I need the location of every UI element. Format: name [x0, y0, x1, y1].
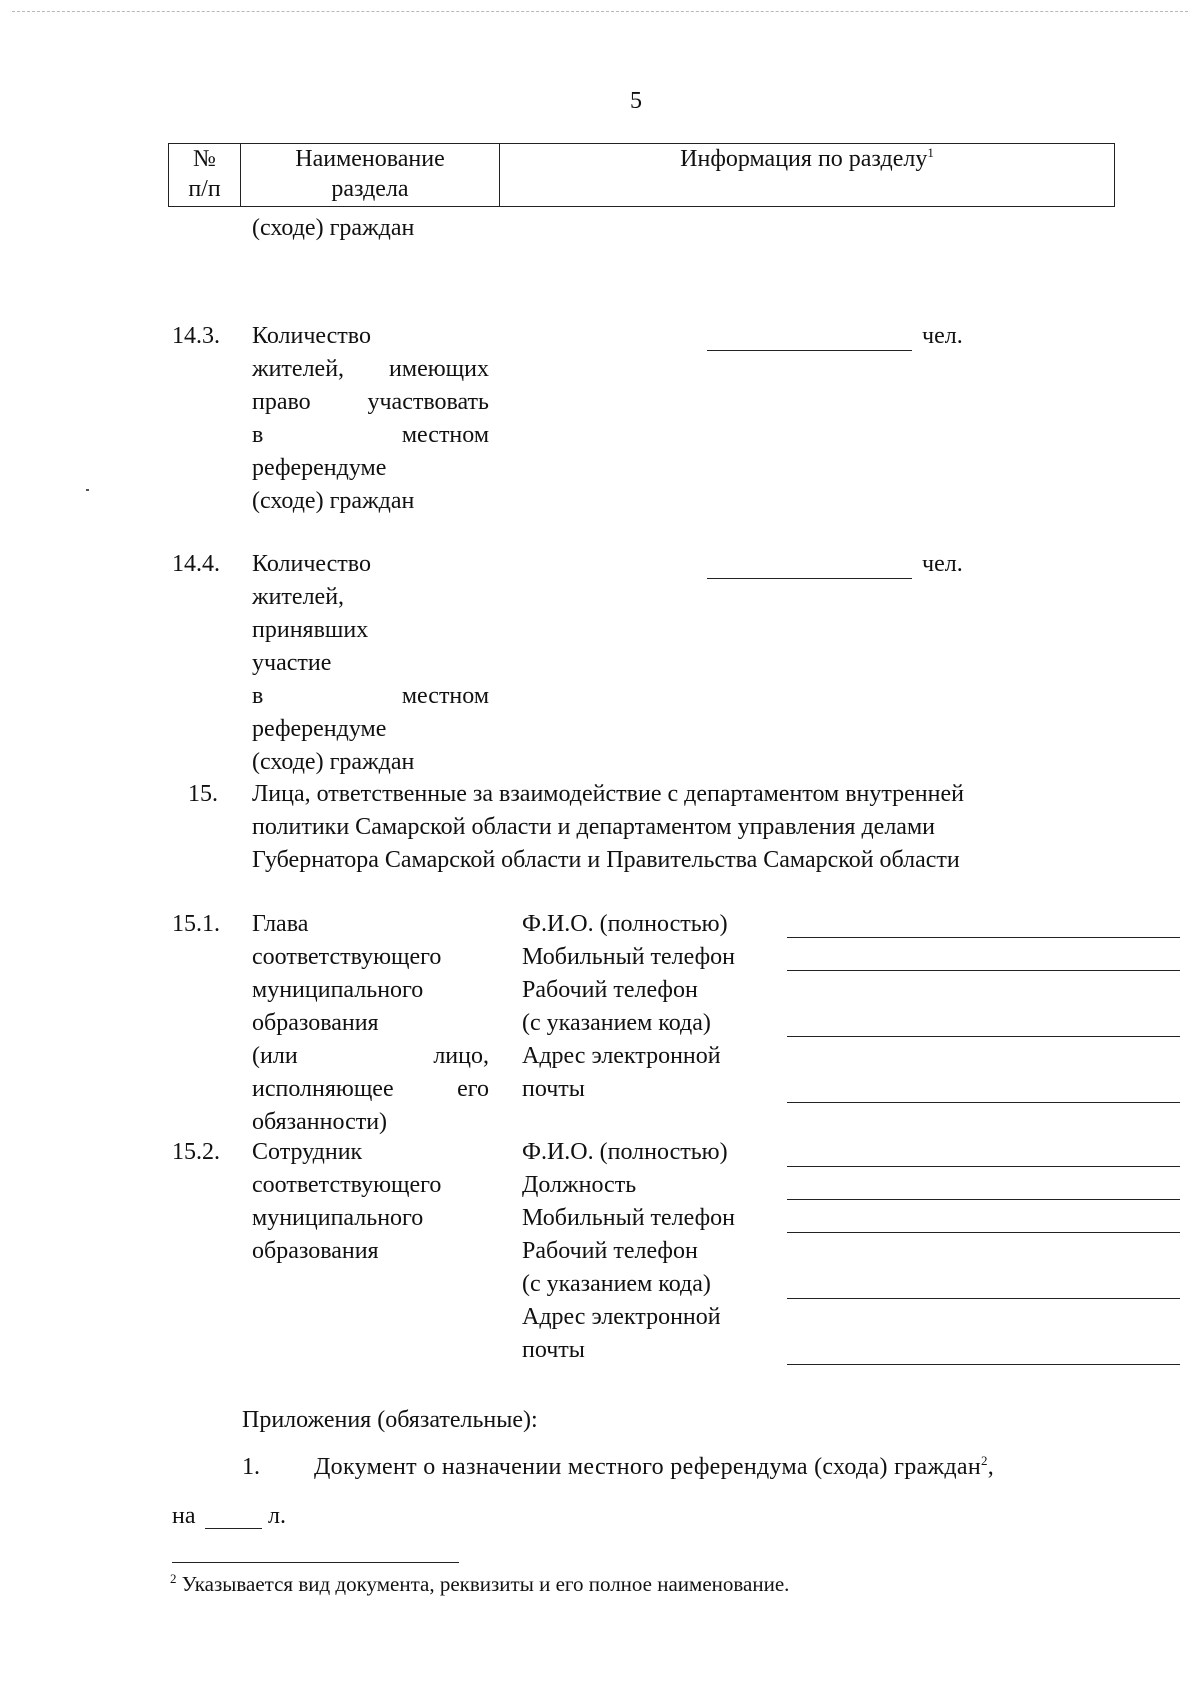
item-14-3-label: Количество жителей, имеющих право участвовать в местном референдуме (сходе) граждан — [252, 323, 489, 514]
footnote: $^2$ Указывается вид документа, реквизиты и его полное наименование. — [170, 1571, 790, 1596]
item-15-1-label: Глава соответствующего муниципального образования (или лицо, исполняющее его обязанности) — [252, 911, 489, 1135]
item-14-3-number: 14.3. — [172, 323, 220, 349]
residents-eligible-field[interactable] — [707, 350, 912, 351]
attachment-1-text: Документ о назначении местного референдума (схода) граждан$^2$, — [314, 1453, 995, 1480]
employee-email-field[interactable] — [787, 1364, 1180, 1365]
employee-position-field[interactable] — [787, 1199, 1180, 1200]
residents-participated-field[interactable] — [707, 578, 912, 579]
table-header — [168, 143, 1115, 207]
item-14-4-unit: чел. — [922, 551, 963, 577]
header-cell-number: № п/п — [169, 144, 241, 207]
head-work-phone-field[interactable] — [787, 1036, 1180, 1037]
attachment-pages-suffix: л. — [268, 1503, 286, 1529]
item-15-1-number: 15.1. — [172, 911, 220, 937]
footnote-ref-1: 1 — [927, 145, 934, 160]
item-15-1-fields: Ф.И.О. (полностью) Мобильный телефон Рабочий телефон (с указанием кода) Адрес электронной почты — [522, 911, 735, 1102]
employee-work-phone-field[interactable] — [787, 1298, 1180, 1299]
attachment-1-number: 1. — [242, 1454, 260, 1480]
employee-fullname-field[interactable] — [787, 1166, 1180, 1167]
attachment-pages-field[interactable] — [205, 1528, 262, 1529]
header-cell-section-info: Информация по разделу$^1$ — [500, 144, 1115, 207]
page-number: 5 — [630, 88, 642, 114]
continuation-text: (сходе) граждан — [252, 215, 415, 241]
footnote-mark: 2 — [170, 1571, 177, 1586]
item-15-number: 15. — [188, 781, 218, 807]
item-15-2-fields: Ф.И.О. (полностью) Должность Мобильный телефон Рабочий телефон (с указанием кода) Адрес электронной почты — [522, 1139, 735, 1363]
employee-mobile-phone-field[interactable] — [787, 1232, 1180, 1233]
attachments-heading: Приложения (обязательные): — [242, 1407, 538, 1433]
item-15-text: Лица, ответственные за взаимодействие с департаментом внутренней политики Самарской области и департаментом управления делами Губернатора Самарской области и Правительства Самарской области — [252, 781, 964, 873]
scan-artifact — [86, 489, 89, 491]
footnote-ref-2: 2 — [980, 1453, 988, 1468]
head-email-field[interactable] — [787, 1102, 1180, 1103]
item-14-3-unit: чел. — [922, 323, 963, 349]
scan-edge-line — [12, 11, 1188, 12]
attachment-pages-prefix: на — [172, 1503, 196, 1529]
head-fullname-field[interactable] — [787, 937, 1180, 938]
header-cell-section-name: Наименование раздела — [241, 144, 500, 207]
item-14-4-label: Количество жителей, принявших участие в местном референдуме (сходе) граждан — [252, 551, 489, 775]
item-15-2-number: 15.2. — [172, 1139, 220, 1165]
item-14-4-number: 14.4. — [172, 551, 220, 577]
head-mobile-phone-field[interactable] — [787, 970, 1180, 971]
item-15-2-label: Сотрудник соответствующего муниципального образования — [252, 1139, 442, 1264]
footnote-separator — [172, 1562, 459, 1563]
